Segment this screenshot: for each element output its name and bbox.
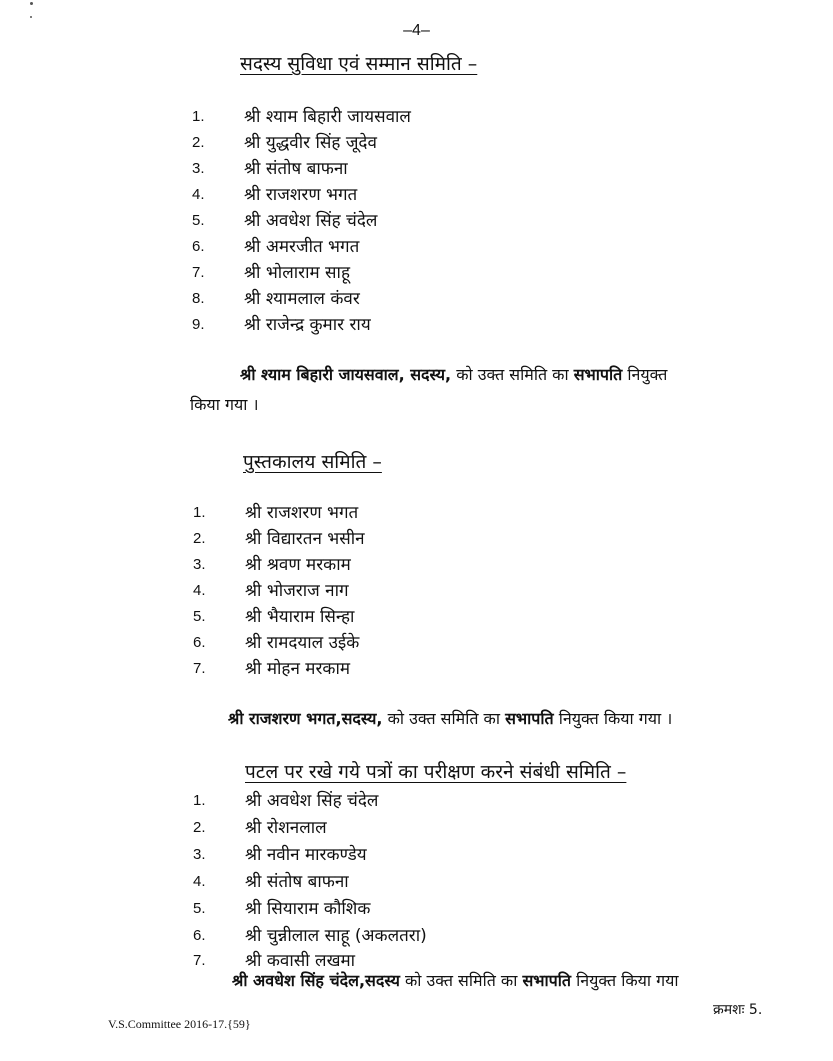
chair-statement-line1 bbox=[240, 360, 667, 390]
item-number: 5. bbox=[192, 212, 205, 229]
item-number: 5. bbox=[193, 608, 206, 625]
item-number: 5. bbox=[193, 900, 206, 917]
statement-text: को उक्त समिति का bbox=[399, 971, 523, 990]
member-name: श्री अवधेश सिंह चंदेल bbox=[245, 791, 379, 811]
item-number: 1. bbox=[192, 108, 205, 125]
member-name: श्री रोशनलाल bbox=[245, 818, 327, 838]
member-name: श्री चुन्नीलाल साहू (अकलतरा) bbox=[245, 926, 427, 946]
chair-role: सभापति bbox=[573, 365, 623, 384]
scan-speck bbox=[30, 2, 33, 5]
chair-statement bbox=[232, 966, 679, 996]
item-number: 4. bbox=[193, 582, 206, 599]
item-number: 3. bbox=[193, 556, 206, 573]
member-name: श्री राजशरण भगत bbox=[244, 185, 358, 205]
statement-text: नियुक्त किया गया । bbox=[553, 709, 673, 728]
member-name: श्री संतोष बाफना bbox=[245, 872, 349, 892]
item-number: 6. bbox=[193, 927, 206, 944]
member-name: श्री राजशरण भगत bbox=[245, 503, 359, 523]
member-name: श्री मोहन मरकाम bbox=[245, 659, 351, 679]
continued-marker: क्रमशः 5. bbox=[713, 1002, 763, 1018]
section-heading-library: पुस्तकालय समिति – bbox=[243, 451, 382, 473]
member-name: श्री युद्धवीर सिंह जूदेव bbox=[244, 133, 377, 153]
member-name: श्री भोलाराम साहू bbox=[244, 263, 350, 283]
item-number: 4. bbox=[193, 873, 206, 890]
chair-name: श्री राजशरण भगत,सदस्य, bbox=[228, 709, 383, 728]
chair-name: श्री श्याम बिहारी जायसवाल, सदस्य, bbox=[240, 365, 452, 384]
item-number: 8. bbox=[192, 290, 205, 307]
item-number: 7. bbox=[193, 952, 206, 969]
chair-statement-line2: किया गया । bbox=[190, 395, 259, 414]
item-number: 3. bbox=[192, 160, 205, 177]
member-name: श्री अमरजीत भगत bbox=[244, 237, 360, 257]
statement-text: नियुक्त bbox=[622, 365, 668, 384]
item-number: 6. bbox=[193, 634, 206, 651]
member-name: श्री सियाराम कौशिक bbox=[245, 899, 371, 919]
chair-name: श्री अवधेश सिंह चंदेल,सदस्य bbox=[232, 971, 400, 990]
item-number: 4. bbox=[192, 186, 205, 203]
section-heading-member-facilities: सदस्य सुविधा एवं सम्मान समिति – bbox=[240, 53, 478, 75]
chair-role: सभापति bbox=[505, 709, 554, 728]
item-number: 7. bbox=[193, 660, 206, 677]
section-heading-papers-examination: पटल पर रखे गये पत्रों का परीक्षण करने संबंधी समिति – bbox=[245, 761, 627, 783]
page-number: –4– bbox=[403, 22, 430, 39]
statement-text: को उक्त समिति का bbox=[382, 709, 506, 728]
member-name: श्री रामदयाल उईके bbox=[245, 633, 360, 653]
item-number: 6. bbox=[192, 238, 205, 255]
footer-code: V.S.Committee 2016-17.{59} bbox=[108, 1017, 251, 1031]
member-name: श्री भैयाराम सिन्हा bbox=[245, 607, 355, 627]
chair-role: सभापति bbox=[522, 971, 572, 990]
statement-text: नियुक्त किया गया bbox=[571, 971, 679, 990]
member-name: श्री विद्यारतन भसीन bbox=[245, 529, 365, 549]
item-number: 7. bbox=[192, 264, 205, 281]
item-number: 2. bbox=[193, 530, 206, 547]
item-number: 3. bbox=[193, 846, 206, 863]
item-number: 9. bbox=[192, 316, 205, 333]
chair-statement bbox=[228, 704, 672, 734]
member-name: श्री कवासी लखमा bbox=[245, 951, 356, 971]
member-name: श्री श्याम बिहारी जायसवाल bbox=[244, 107, 411, 127]
member-name: श्री अवधेश सिंह चंदेल bbox=[244, 211, 378, 231]
member-name: श्री राजेन्द्र कुमार राय bbox=[244, 315, 371, 335]
member-name: श्री श्रवण मरकाम bbox=[245, 555, 351, 575]
member-name: श्री नवीन मारकण्डेय bbox=[245, 845, 367, 865]
scan-speck bbox=[30, 16, 32, 18]
member-name: श्री श्यामलाल कंवर bbox=[244, 289, 360, 309]
item-number: 1. bbox=[193, 504, 206, 521]
item-number: 2. bbox=[192, 134, 205, 151]
item-number: 2. bbox=[193, 819, 206, 836]
member-name: श्री संतोष बाफना bbox=[244, 159, 348, 179]
member-name: श्री भोजराज नाग bbox=[245, 581, 349, 601]
item-number: 1. bbox=[193, 792, 206, 809]
statement-text: को उक्त समिति का bbox=[451, 365, 574, 384]
